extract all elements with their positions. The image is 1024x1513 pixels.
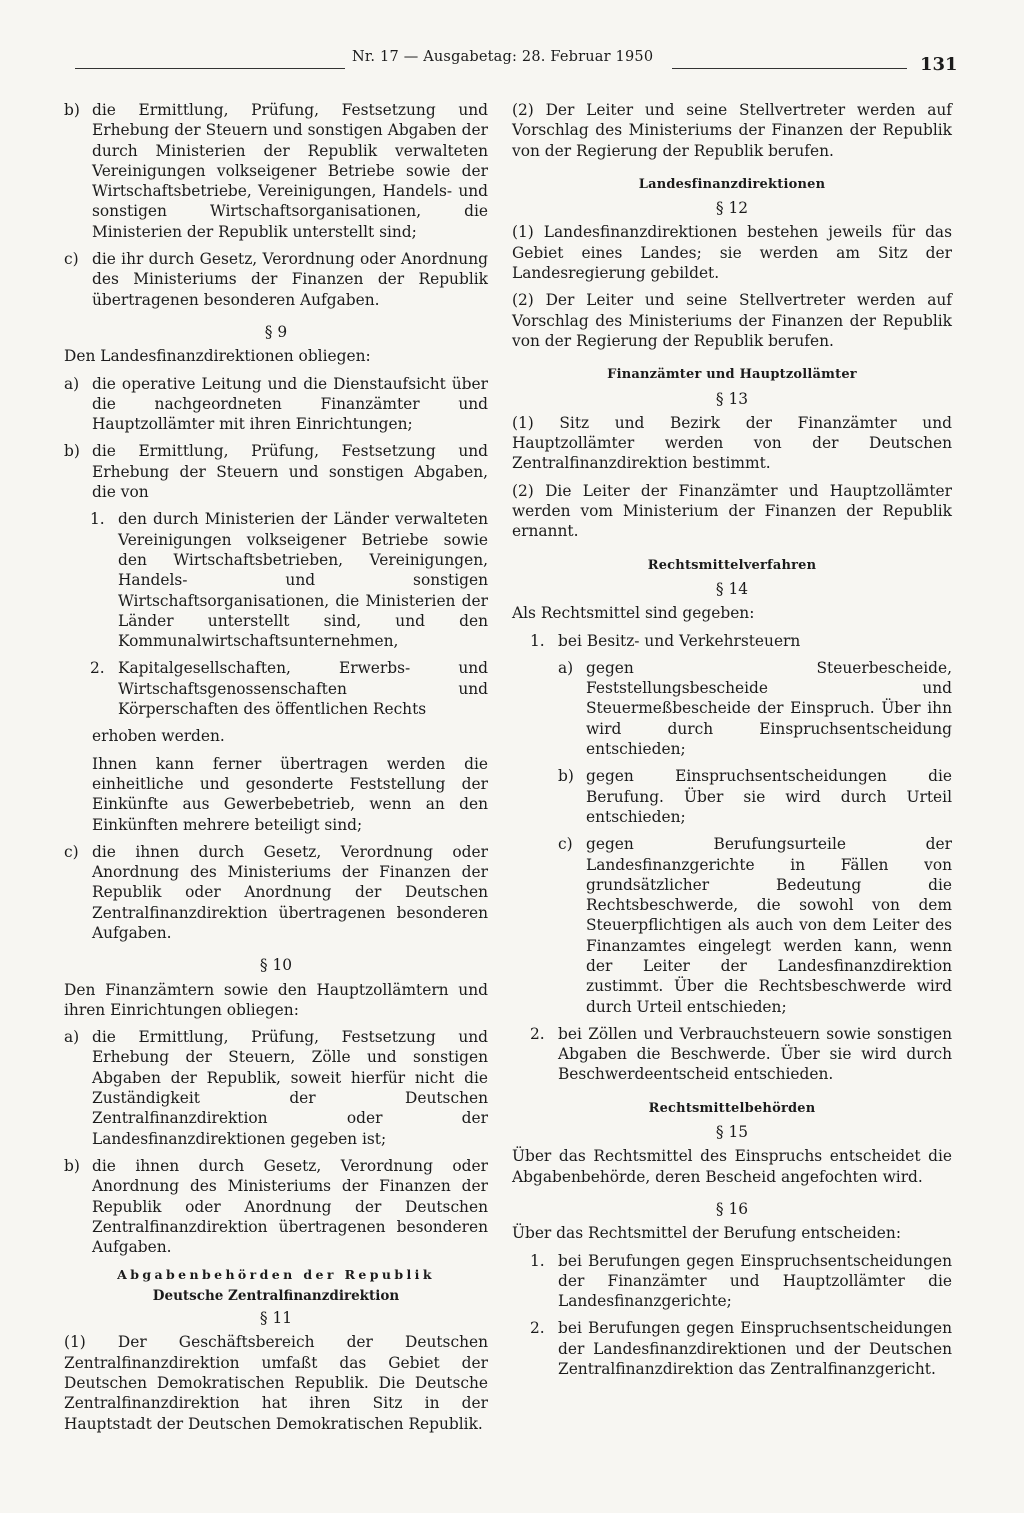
item-marker: c) [64,842,79,861]
item-marker: b) [64,1156,80,1175]
item-marker: 2. [530,1024,545,1043]
header-text: Nr. 17 — Ausgabetag: 28. Februar 1950 [352,49,654,65]
para-9b-more: Ihnen kann ferner übertragen werden die einheitliche und gesonderte Feststellung der Einkünfte aus Gewerbebetrieb, wenn an den Einkünften mehrere beteiligt sind; [92,754,488,834]
item-text: Kapitalgesellschaften, Erwerbs- und Wirtschaftsgenossenschaften und Körperschaften des öffentlichen Rechts [118,659,488,719]
item-marker: b) [64,442,80,461]
item-text: die ihnen durch Gesetz, Verordnung oder Anordnung des Ministeriums der Finanzen der Republik oder Anordnung der Deutschen Zentralfinanzdirektion übertragenen besonderen Aufgaben. [92,842,488,942]
para-8c [64,249,488,310]
para-15: Über das Rechtsmittel des Einspruchs entscheidet die Abgabenbehörde, deren Bescheid angefochten wird. [512,1147,952,1186]
para-9c [64,842,488,943]
para-14-2 [530,1024,952,1085]
item-text: die Ermittlung, Prüfung, Festsetzung und Erhebung der Steuern und sonstigen Abgaben der durch Ministerien der Republik verwalteten Vereinigungen volkseigener Betriebe sowie der Wirtschaftsbetriebe, Vereinigungen, Handels- und sonstigen Wirtschaftsorganisationen, die Ministerien der Republik unterstellt sind; [92,101,488,241]
item-marker: b) [64,101,80,119]
heading-rechtsmittelbehoerden: Rechtsmittelbehörden [648,1100,816,1116]
item-text: die Ermittlung, Prüfung, Festsetzung und Erhebung der Steuern, Zölle und sonstigen Abgaben der Republik, soweit hierfür nicht die Zuständigkeit der Deutschen Zentralfinanzdirektion oder der Landesfinanzdirektionen gegeben ist; [92,1028,488,1148]
section-11-title: § 11 [259,1309,293,1328]
item-text: bei Besitz- und Verkehrsteuern [558,631,801,650]
item-marker: c) [558,835,573,854]
section-9-intro: Den Landesfinanzdirektionen obliegen: [64,347,371,366]
item-text: gegen Einspruchsentscheidungen die Berufung. Über sie wird durch Urteil entschieden; [586,767,952,826]
item-marker: 1. [530,631,545,650]
item-text: die operative Leitung und die Dienstaufsicht über die nachgeordneten Finanzämter und Hauptzollämter mit ihren Einrichtungen; [92,374,488,434]
left-column [64,100,488,1441]
item-marker: 2. [530,1319,545,1338]
heading-abgabenbehoerden: Abgabenbehörden der Republik [117,1267,435,1283]
para-8b [64,100,488,242]
section-16-title: § 16 [715,1199,749,1218]
para-11-2: (2) Der Leiter und seine Stellvertreter werden auf Vorschlag des Ministeriums der Finanzen der Republik von der Regierung der Republik berufen. [512,101,952,160]
para-11-1: (1) Der Geschäftsbereich der Deutschen Zentralfinanzdirektion umfaßt das Gebiet der Deutschen Demokratischen Republik. Die Deutsche Zentralfinanzdirektion hat ihren Sitz in der Hauptstadt der Deutschen Demokratischen Republik. [64,1333,488,1433]
para-14-1 [530,631,952,651]
item-marker: 1. [530,1251,545,1270]
item-text: die ihr durch Gesetz, Verordnung oder Anordnung des Ministeriums der Finanzen der Republik übertragenen besonderen Aufgaben. [92,250,488,309]
item-marker: c) [64,250,79,269]
item-marker: b) [558,767,574,786]
right-column [512,100,952,1386]
section-10-title: § 10 [259,956,293,975]
para-9b-1 [90,509,488,651]
para-14-1b [558,766,952,827]
para-9b-2 [90,658,488,719]
item-text: die ihnen durch Gesetz, Verordnung oder Anordnung des Ministeriums der Finanzen der Republik oder Anordnung der Deutschen Zentralfinanzdirektion übertragenen besonderen Aufgaben. [92,1156,488,1257]
para-13-1: (1) Sitz und Bezirk der Finanzämter und Hauptzollämter werden von der Deutschen Zentralfinanzdirektion bestimmt. [512,413,952,473]
item-text: die Ermittlung, Prüfung, Festsetzung und Erhebung der Steuern und sonstigen Abgaben, die von [92,442,488,502]
para-12-2: (2) Der Leiter und seine Stellvertreter werden auf Vorschlag des Ministeriums der Finanzen der Republik von der Regierung der Republik berufen. [512,291,952,350]
section-14-intro: Als Rechtsmittel sind gegeben: [512,604,755,623]
section-14-title: § 14 [715,579,749,598]
heading-finanzaemter: Finanzämter und Hauptzollämter [607,367,857,383]
item-marker: a) [558,658,574,677]
section-9-title: § 9 [264,322,288,341]
para-14-1c [558,834,952,1017]
item-marker: 1. [90,510,105,529]
item-marker: 2. [90,659,105,678]
item-text: den durch Ministerien der Länder verwalteten Vereinigungen volkseigener Betriebe sowie den Wirtschaftsbetrieben, Vereinigungen, Handels- und sonstigen Wirtschaftsorganisationen, die Ministerien der Länder unterstellt sind, und den Kommunalwirtschaftsunternehmen, [118,510,488,651]
para-9b [64,441,488,502]
para-16-2 [530,1318,952,1379]
para-10a [64,1027,488,1149]
para-10b [64,1156,488,1257]
para-14-1a [558,658,952,759]
section-12-title: § 12 [715,199,749,218]
heading-zentralfinanzdirektion: Deutsche Zentralfinanzdirektion [152,1287,400,1304]
para-13-2: (2) Die Leiter der Finanzämter und Hauptzollämter werden vom Ministerium der Finanzen der Republik ernannt. [512,481,952,541]
para-12-1: (1) Landesfinanzdirektionen bestehen jeweils für das Gebiet eines Landes; sie werden am Sitz der Landesregierung gebildet. [512,223,952,283]
item-text: gegen Berufungsurteile der Landesfinanzgerichte in Fällen von grundsätzlicher Bedeutung die Rechtsbeschwerde, die sowohl von dem Steuerpflichtigen als auch von dem Leiter des Finanzamtes eingelegt werden kann, wenn der Leiter der Landesfinanzdirektion zustimmt. Über die Rechtsbeschwerde wird durch Urteil entschieden; [586,835,952,1016]
page-number: 131 [920,54,958,75]
section-10-intro: Den Finanzämtern sowie den Hauptzollämtern und ihren Einrichtungen obliegen: [64,980,488,1019]
page-header [0,44,1024,75]
section-16-intro: Über das Rechtsmittel der Berufung entscheiden: [512,1224,902,1243]
header-rule-right [672,68,907,69]
item-text: bei Zöllen und Verbrauchsteuern sowie sonstigen Abgaben die Beschwerde. Über sie wird durch Beschwerdeentscheid entschieden. [558,1024,952,1084]
section-15-title: § 15 [715,1123,749,1142]
item-marker: a) [64,1028,80,1047]
item-text: bei Berufungen gegen Einspruchsentscheidungen der Landesfinanzdirektionen und der Deutschen Zentralfinanzdirektion das Zentralfinanzgericht. [558,1319,952,1379]
section-13-title: § 13 [715,389,749,408]
para-16-1 [530,1251,952,1312]
item-text: gegen Steuerbescheide, Feststellungsbescheide und Steuermeßbescheide der Einspruch. Über ihn wird durch Einspruchsentscheidung entschieden; [586,658,952,759]
para-9b-end: erhoben werden. [92,727,225,746]
item-marker: a) [64,374,80,393]
heading-rechtsmittelverfahren: Rechtsmittelverfahren [647,557,817,573]
para-9a [64,374,488,435]
header-rule-left [75,68,345,69]
item-text: bei Berufungen gegen Einspruchsentscheidungen der Finanzämter und Hauptzollämter die Landesfinanzgerichte; [558,1251,952,1311]
heading-landesfinanzdirektionen: Landesfinanzdirektionen [638,176,826,192]
